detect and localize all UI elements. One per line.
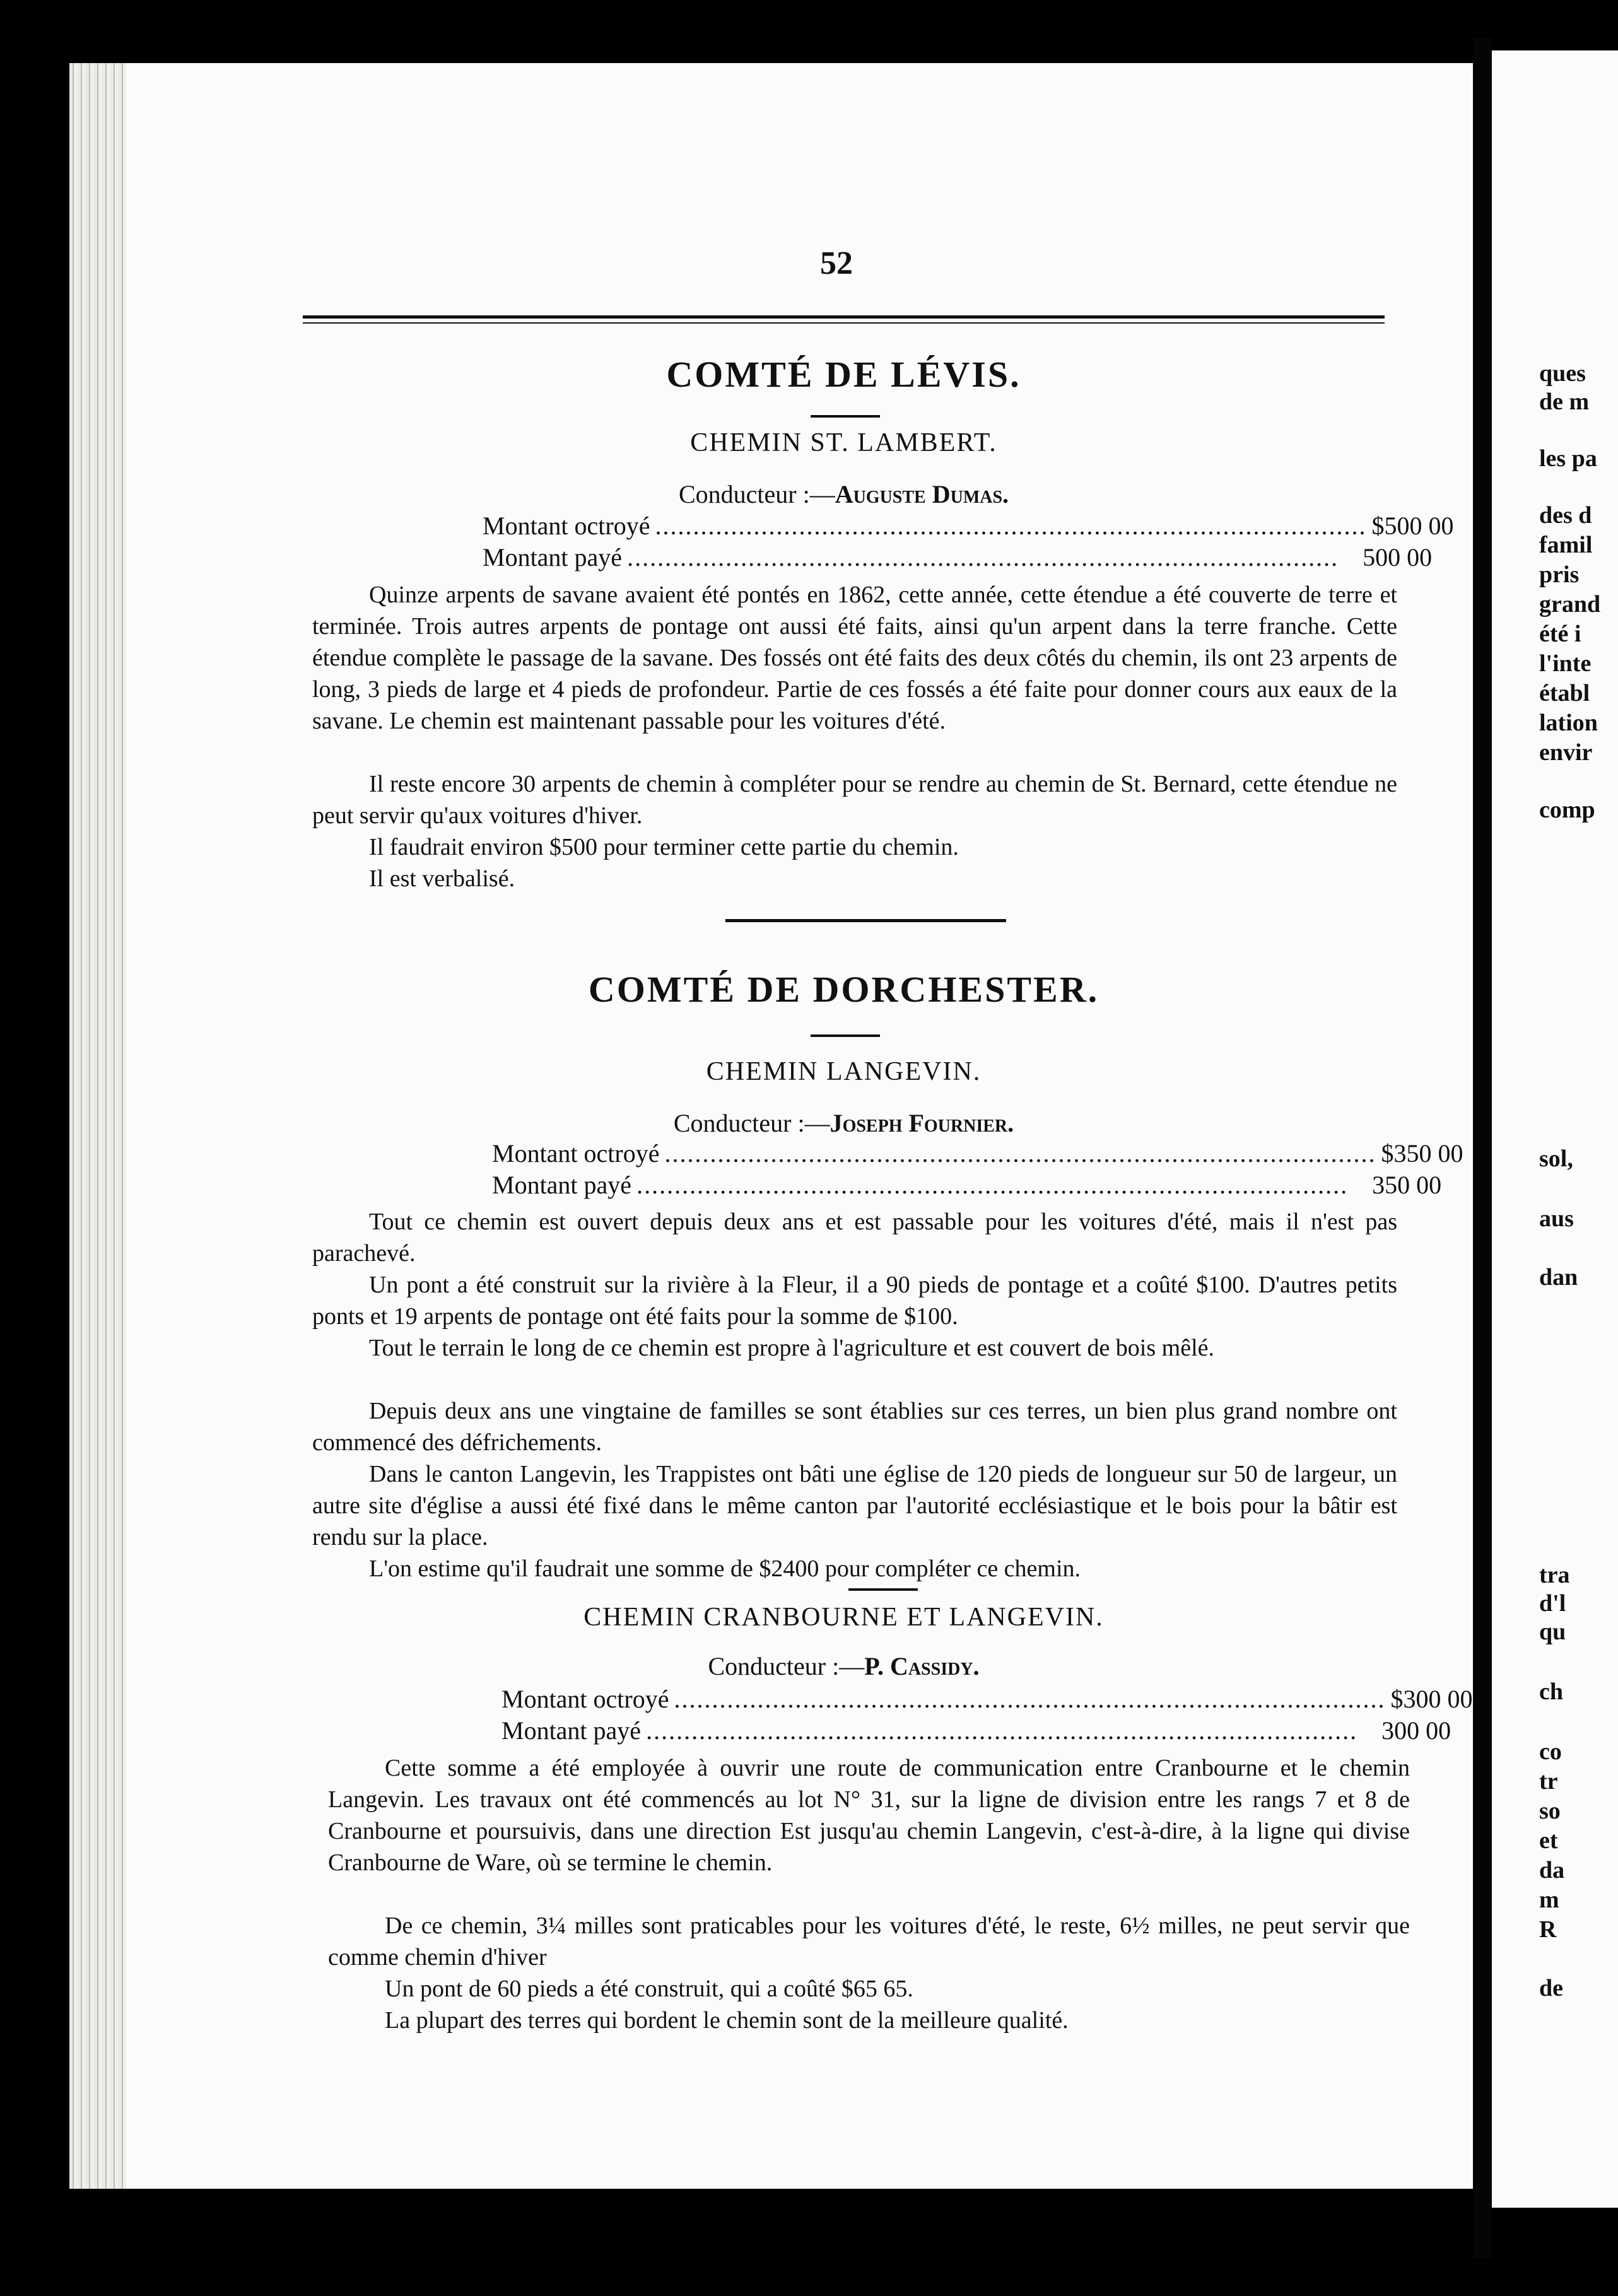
paragraph: Cette somme a été employée à ouvrir une route de communication entre Cranbourne et le chemin Langevin. Les travaux ont été commencés au lot N° 31, sur la ligne de division entre les rangs 7 et 8 de Cranbourne et poursuivis, dans une direction Est jusqu'au chemin Langevin, c'est-à-dire, à la ligne qui divise Cranbourne de Ware, où se termine le chemin. [328,1755,1410,1876]
right-page-fragment: grand [1539,591,1601,618]
county-title-dorchester: COMTÉ DE DORCHESTER. [588,969,1099,1010]
conductor-line [303,1651,1385,1681]
amount-granted-row [483,511,1454,541]
right-page-fragment: dan [1539,1264,1578,1291]
right-page-fragment: sol, [1539,1145,1573,1172]
road-title-langevin: CHEMIN LANGEVIN. [706,1057,982,1086]
right-page-fragment: so [1539,1798,1561,1824]
amount-granted-row [492,1139,1463,1168]
amount-paid-value: 500 00 [1363,543,1433,571]
paragraph: Quinze arpents de savane avaient été pontés en 1862, cette année, cette étendue a été couverte de terre et terminée. Trois autres arpents de pontage ont aussi été faits, ainsi qu'un arpent dans la terre franche. Cette étendue complète le passage de la savane. Des fossés ont été faits des deux côtés du chemin, ils ont 23 arpents de long, 3 pieds de large et 4 pieds de profondeur. Partie de ces fossés a été faite pour donner cours aux eaux de la savane. Le chemin est maintenant passable pour les voitures d'été. [312,582,1397,734]
amount-granted-value: $350 00 [1381,1139,1463,1168]
right-page-fragment: envir [1539,739,1593,766]
amount-paid-row [492,1170,1442,1200]
amount-granted-label: Montant octroyé [483,512,650,540]
header-rule [303,315,1385,324]
section-rule [811,415,880,418]
county-title-levis: COMTÉ DE LÉVIS. [666,354,1021,395]
paragraph: De ce chemin, 3¼ milles sont praticables pour les voitures d'été, le reste, 6½ milles, ne peut servir que comme chemin d'hiver [328,1912,1410,1971]
conductor-label: Conducteur :— [678,480,835,508]
right-page-fragment: d'l [1539,1590,1566,1617]
road-title-st-lambert: CHEMIN ST. LAMBERT. [690,428,997,457]
leader-dots: .............................................................................................. [646,1716,1358,1745]
right-page-fragment: des d [1539,502,1592,529]
paragraph: Dans le canton Langevin, les Trappistes ont bâti une église de 120 pieds de longueur sur 50 de largeur, un autre site d'église a aussi été fixé dans le même canton par l'autorité ecclésiastique et le bois pour la bâtir est rendu sur la place. [312,1461,1397,1550]
right-page-fragment: da [1539,1857,1565,1883]
leader-dots: .............................................................................................. [655,512,1367,540]
right-page-fragment: famil [1539,532,1593,558]
amount-paid-label: Montant payé [492,1171,632,1199]
page-number: 52 [820,245,853,281]
right-page-fragment: m [1539,1887,1559,1913]
page-edge [69,63,126,2189]
right-page-fragment: de [1539,1975,1563,2001]
paragraph: Il reste encore 30 arpents de chemin à compléter pour se rendre au chemin de St. Bernard, cette étendue ne peut servir qu'aux voitures d'hiver. [312,771,1397,829]
right-page-fragment: lation [1539,710,1598,736]
right-page-fragment: tr [1539,1768,1558,1795]
amount-paid-label: Montant payé [483,543,623,571]
paragraph: La plupart des terres qui bordent le chemin sont de la meilleure qualité. [385,2007,1069,2034]
right-page-fragment: ch [1539,1678,1563,1705]
right-page-fragment: l'inte [1539,650,1592,677]
right-page-fragment: de m [1539,389,1590,415]
right-page-fragment: et [1539,1827,1558,1854]
paragraph: Un pont de 60 pieds a été construit, qui a coûté $65 65. [385,1976,913,2002]
amount-granted-value: $500 00 [1371,512,1454,540]
conductor-label: Conducteur :— [708,1652,865,1680]
conductor-line [303,1108,1385,1138]
right-page-fragment: co [1539,1738,1562,1765]
right-page-fragment: qu [1539,1619,1566,1645]
paragraph: L'on estime qu'il faudrait une somme de $2400 pour compléter ce chemin. [369,1555,1081,1582]
amount-paid-label: Montant payé [501,1716,642,1745]
conductor-name: P. Cassidy. [864,1652,980,1680]
paragraph: Tout le terrain le long de ce chemin est propre à l'agriculture et est couvert de bois mêlé. [369,1335,1215,1361]
conductor-name: Joseph Fournier. [830,1109,1014,1137]
book-gutter [1473,38,1492,2258]
amount-granted-value: $300 00 [1390,1685,1473,1713]
amount-granted-row [501,1684,1473,1714]
conductor-line [303,479,1385,509]
section-divider [725,919,1006,922]
leader-dots: .............................................................................................. [664,1139,1376,1168]
amount-paid-row [501,1716,1451,1745]
right-page-fragment: R [1539,1916,1557,1943]
right-page-fragment: comp [1539,797,1595,823]
leader-dots: .............................................................................................. [627,543,1339,571]
right-page-fragment: pris [1539,561,1580,588]
paragraph: Il est verbalisé. [369,865,515,892]
amount-paid-value: 300 00 [1381,1716,1451,1745]
paragraph: Depuis deux ans une vingtaine de familles se sont établies sur ces terres, un bien plus grand nombre ont commencé des défrichements. [312,1398,1397,1456]
right-page-fragment: tra [1539,1562,1570,1588]
road-title-cranbourne-langevin: CHEMIN CRANBOURNE ET LANGEVIN. [583,1603,1104,1632]
right-page-fragment: établ [1539,680,1590,706]
right-page-fragment: aus [1539,1205,1574,1232]
section-rule [811,1034,880,1037]
conductor-label: Conducteur :— [673,1109,830,1137]
paragraph: Un pont a été construit sur la rivière à la Fleur, il a 90 pieds de pontage et a coûté $100. D'autres petits ponts et 19 arpents de pontage ont été faits pour la somme de $100. [312,1272,1397,1330]
right-page-fragment: été i [1539,621,1581,647]
amount-paid-row [483,542,1433,572]
conductor-name: Auguste Dumas. [835,480,1009,508]
leader-dots: .............................................................................................. [674,1685,1386,1713]
right-page-fragment: les pa [1539,445,1597,472]
paragraph: Il faudrait environ $500 pour terminer cette partie du chemin. [369,834,959,860]
section-rule [848,1588,918,1591]
amount-granted-label: Montant octroyé [501,1685,669,1713]
amount-granted-label: Montant octroyé [492,1139,660,1168]
paragraph: Tout ce chemin est ouvert depuis deux ans et est passable pour les voitures d'été, mais il n'est pas parachevé. [312,1209,1397,1267]
leader-dots: .............................................................................................. [636,1171,1349,1199]
right-page-fragment: ques [1539,360,1586,387]
amount-paid-value: 350 00 [1372,1171,1442,1199]
